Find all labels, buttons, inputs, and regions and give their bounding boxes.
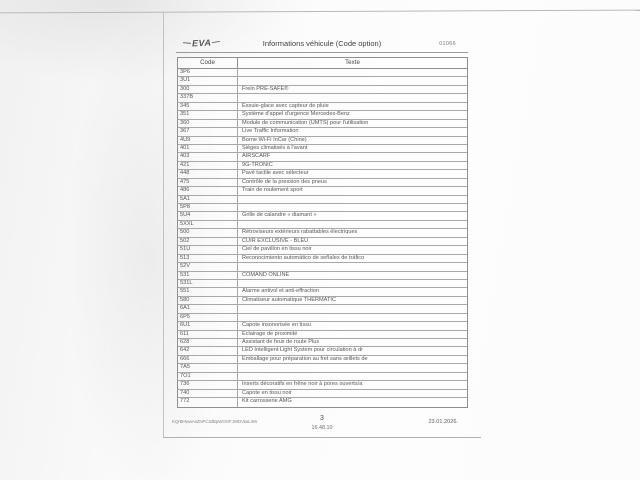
footer-date: 23.01.2026. xyxy=(428,419,458,425)
document-title: Informations véhicule (Code option) xyxy=(262,39,382,48)
table-row xyxy=(178,212,467,220)
texte-cell: Live Traffic Information xyxy=(242,128,299,135)
code-cell: 7A5 xyxy=(178,364,238,371)
table-body xyxy=(178,69,467,407)
texte-cell: Train de roulement sport xyxy=(242,187,303,194)
texte-cell: Capote en tissu noir xyxy=(242,389,292,396)
code-cell: 448 xyxy=(178,170,238,177)
header-page-code: 01066 xyxy=(439,41,456,47)
code-cell: 3U1 xyxy=(178,77,238,84)
code-cell: 345 xyxy=(178,103,238,110)
table-row xyxy=(178,111,467,119)
texte-cell: Eclairage de proximité xyxy=(242,330,298,337)
texte-cell: Borne Wi-Fi InCar (Chine) xyxy=(242,136,307,143)
logo-text: EVA xyxy=(191,37,212,49)
texte-cell: Assistant de feux de route Plus xyxy=(242,339,320,345)
scan-left-edge xyxy=(163,12,164,437)
table-row xyxy=(178,255,467,263)
table-row xyxy=(178,145,467,153)
column-header-texte: Texte xyxy=(345,59,360,66)
texte-cell xyxy=(238,280,467,287)
table-row xyxy=(178,272,467,280)
code-cell: 486 xyxy=(178,187,238,194)
code-cell: 611 xyxy=(178,331,238,338)
table-row xyxy=(178,221,467,229)
table-header-row xyxy=(178,58,467,69)
table-row xyxy=(178,196,467,204)
code-cell: 531L xyxy=(178,280,238,287)
table-row xyxy=(178,69,467,77)
texte-cell: Climatiseur automatique THERMATIC xyxy=(242,296,336,303)
code-cell: 51U xyxy=(178,246,238,253)
option-codes-table xyxy=(177,57,468,408)
texte-cell xyxy=(238,364,467,371)
table-row xyxy=(178,179,467,187)
code-cell: 6P5 xyxy=(178,314,238,321)
table-row xyxy=(178,314,467,322)
code-cell: 3P6 xyxy=(178,69,238,76)
page-bottom-rule xyxy=(163,437,481,438)
texte-cell xyxy=(238,373,467,380)
texte-cell: CUIR EXCLUSIVE - BLEU xyxy=(242,237,309,244)
code-cell: 5A1 xyxy=(178,196,238,203)
code-cell: 666 xyxy=(178,356,238,363)
code-cell: 7O1 xyxy=(178,373,238,380)
code-cell: 475 xyxy=(178,179,238,186)
table-row xyxy=(178,128,467,136)
code-cell: 300 xyxy=(178,86,238,93)
table-row xyxy=(178,373,467,381)
texte-cell xyxy=(238,204,467,211)
table-row xyxy=(178,305,467,313)
table-row xyxy=(178,103,467,111)
code-cell: 52V xyxy=(178,263,238,270)
texte-cell: LED Intelligent Light System pour circulation à dr xyxy=(242,347,363,354)
footer-document-id: KQrBHwwAsZNFC2dBpWOOFJWDVkaL3W xyxy=(172,419,258,424)
texte-cell xyxy=(238,196,467,203)
table-row xyxy=(178,187,467,195)
table-row xyxy=(178,364,467,372)
texte-cell xyxy=(238,305,467,312)
table-row xyxy=(178,263,467,271)
code-cell: 401 xyxy=(178,145,238,152)
code-cell: 6U1 xyxy=(178,322,238,329)
table-row xyxy=(178,246,467,254)
texte-cell xyxy=(238,263,467,270)
texte-cell xyxy=(238,77,467,84)
texte-cell xyxy=(238,69,467,76)
code-cell: 367 xyxy=(178,128,238,135)
table-row xyxy=(178,280,467,288)
code-cell: 551 xyxy=(178,288,238,295)
texte-cell: 9G-TRONIC xyxy=(242,161,273,168)
table-row xyxy=(178,238,467,246)
table-row xyxy=(178,153,467,161)
texte-cell: Contrôle de la pression des pneus xyxy=(242,178,327,185)
table-row xyxy=(178,94,467,102)
texte-cell: Module de communication (UMTS) pour l'utilisation xyxy=(242,119,369,126)
table-row xyxy=(178,170,467,178)
table-row xyxy=(178,347,467,355)
table-row xyxy=(178,77,467,85)
texte-cell: Frein PRE-SAFE® xyxy=(242,85,289,92)
table-row xyxy=(178,398,467,406)
texte-cell: Inserts décoratifs en frêne noir à pores ouverts/a xyxy=(242,381,363,388)
code-cell: 500 xyxy=(178,229,238,236)
table-row xyxy=(178,229,467,237)
texte-cell xyxy=(238,221,467,228)
code-cell: 772 xyxy=(178,398,238,406)
table-row xyxy=(178,297,467,305)
code-cell: 5U4 xyxy=(178,212,238,219)
footer-time: 16.48.10 xyxy=(311,425,333,431)
code-cell: 628 xyxy=(178,339,238,346)
document-header xyxy=(176,34,468,53)
scan-top-edge xyxy=(0,10,640,14)
code-cell: 337B xyxy=(178,94,238,101)
texte-cell: AIRSCARF xyxy=(242,153,271,160)
header-rule xyxy=(176,52,468,53)
table-row xyxy=(178,381,467,389)
texte-cell: Pavé tactile avec sélecteur xyxy=(242,170,309,177)
table-row xyxy=(178,204,467,212)
texte-cell: Ciel de pavillon en tissu noir xyxy=(242,246,312,253)
texte-cell xyxy=(238,94,467,101)
code-cell: 740 xyxy=(178,390,238,397)
texte-cell: Rétroviseurs extérieurs rabattables électriques xyxy=(242,229,358,236)
texte-cell xyxy=(238,314,467,321)
code-cell: 513 xyxy=(178,255,238,262)
footer-page-number: 3 xyxy=(320,415,324,422)
table-row xyxy=(178,322,467,330)
code-cell: 580 xyxy=(178,297,238,304)
table-row xyxy=(178,390,467,398)
code-cell: 642 xyxy=(178,347,238,354)
texte-cell: Essuie-glace avec capteur de pluie xyxy=(242,102,329,109)
code-cell: 360 xyxy=(178,120,238,127)
texte-cell: Grille de calandre « diamant » xyxy=(242,212,317,219)
texte-cell: Kit carrosserie AMG xyxy=(242,398,292,405)
code-cell: 5XXL xyxy=(178,221,238,228)
table-row xyxy=(178,288,467,296)
table-row xyxy=(178,120,467,128)
code-cell: 351 xyxy=(178,111,238,118)
code-cell: 421 xyxy=(178,162,238,169)
texte-cell: Système d'appel d'urgence Mercedes-Benz xyxy=(242,111,350,118)
texte-cell: Emballage pour préparation au fret sans œillets de xyxy=(242,355,368,362)
column-header-code: Code xyxy=(178,58,238,68)
texte-cell: COMAND ONLINE xyxy=(242,271,290,278)
code-cell: 5P8 xyxy=(178,204,238,211)
texte-cell: Reconocimiento automático de señales de tráfico xyxy=(242,254,365,261)
code-cell: 736 xyxy=(178,381,238,388)
code-cell: 403 xyxy=(178,153,238,160)
table-row xyxy=(178,86,467,94)
table-row xyxy=(178,137,467,145)
code-cell: 502 xyxy=(178,238,238,245)
table-row xyxy=(178,162,467,170)
code-cell: 531 xyxy=(178,272,238,279)
code-cell: 4U9 xyxy=(178,137,238,144)
table-row xyxy=(178,356,467,364)
texte-cell: Sièges climatisés à l'avant xyxy=(242,144,308,151)
texte-cell: Capote insonorisée en tissu xyxy=(242,322,312,329)
table-row xyxy=(178,339,467,347)
texte-cell: Alarme antivol et anti-effraction xyxy=(242,288,320,295)
table-row xyxy=(178,331,467,339)
code-cell: 6A1 xyxy=(178,305,238,312)
